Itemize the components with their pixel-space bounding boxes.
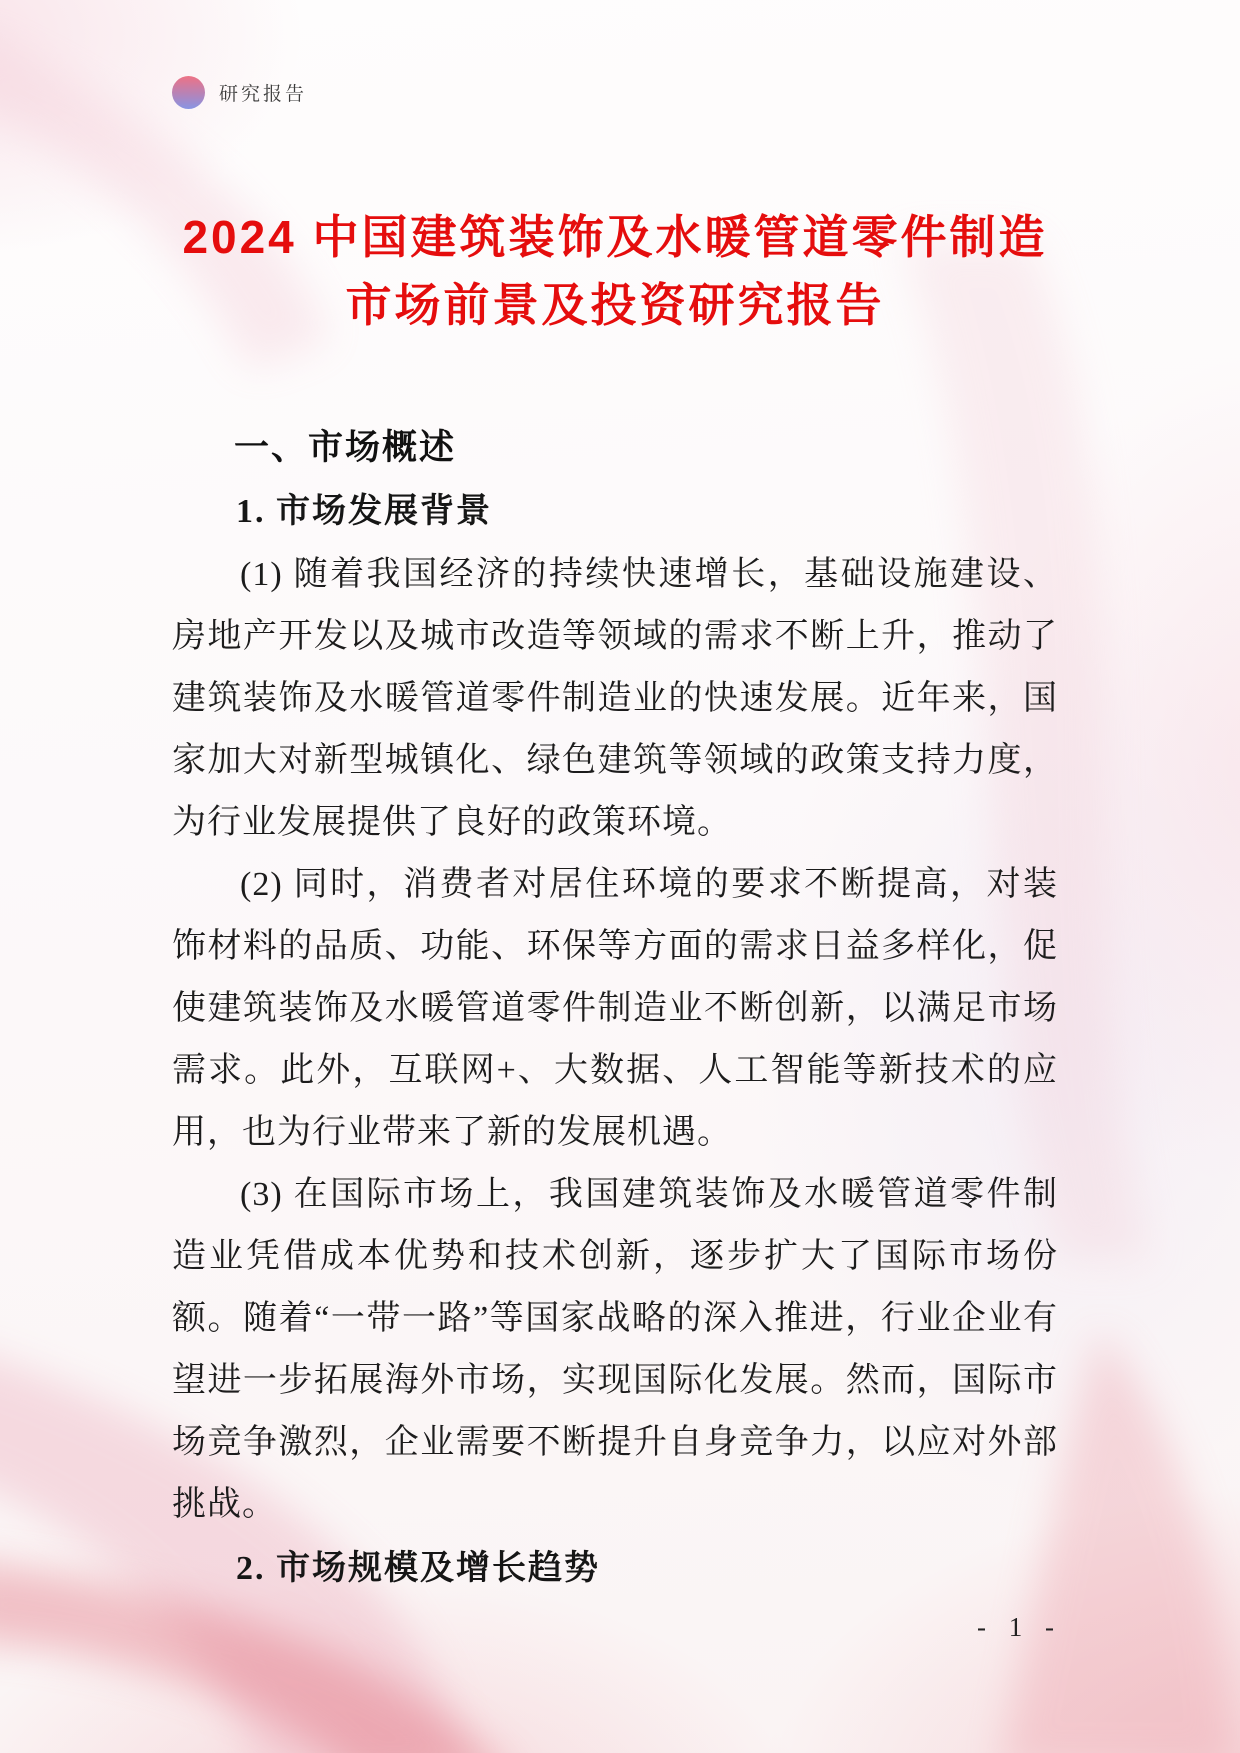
paragraph-1: (1) 随着我国经济的持续快速增长，基础设施建设、房地产开发以及城市改造等领域的需求不断上升，推动了建筑装饰及水暖管道零件制造业的快速发展。近年来，国家加大对新型城镇化、绿色建筑等领域的政策支持力度，为行业发展提供了良好的政策环境。 [172, 556, 1058, 841]
paragraph-2: (2) 同时，消费者对居住环境的要求不断提高，对装饰材料的品质、功能、环保等方面的需求日益多样化，促使建筑装饰及水暖管道零件制造业不断创新，以满足市场需求。此外，互联网+、大数据、人工智能等新技术的应用，也为行业带来了新的发展机遇。 [172, 866, 1058, 1151]
report-title: 2024 中国建筑装饰及水暖管道零件制造市场前景及投资研究报告 [182, 211, 1048, 331]
subsection-heading-background: 1. 市场发展背景 [236, 493, 492, 530]
page-number: - 1 - [977, 1612, 1058, 1642]
brand-name: 研究报告 [219, 84, 308, 105]
brand-header [172, 0, 1058, 109]
subsection-heading-market-size: 2. 市场规模及增长趋势 [236, 1550, 600, 1587]
paragraph-3: (3) 在国际市场上，我国建筑装饰及水暖管道零件制造业凭借成本优势和技术创新，逐步扩大了国际市场份额。随着“一带一路”等国家战略的深入推进，行业企业有望进一步拓展海外市场，实现国际化发展。然而，国际市场竞争激烈，企业需要不断提升自身竞争力，以应对外部挑战。 [172, 1176, 1058, 1523]
brand-logo-icon [172, 76, 205, 109]
section-heading-market-overview: 一、市场概述 [234, 428, 457, 467]
